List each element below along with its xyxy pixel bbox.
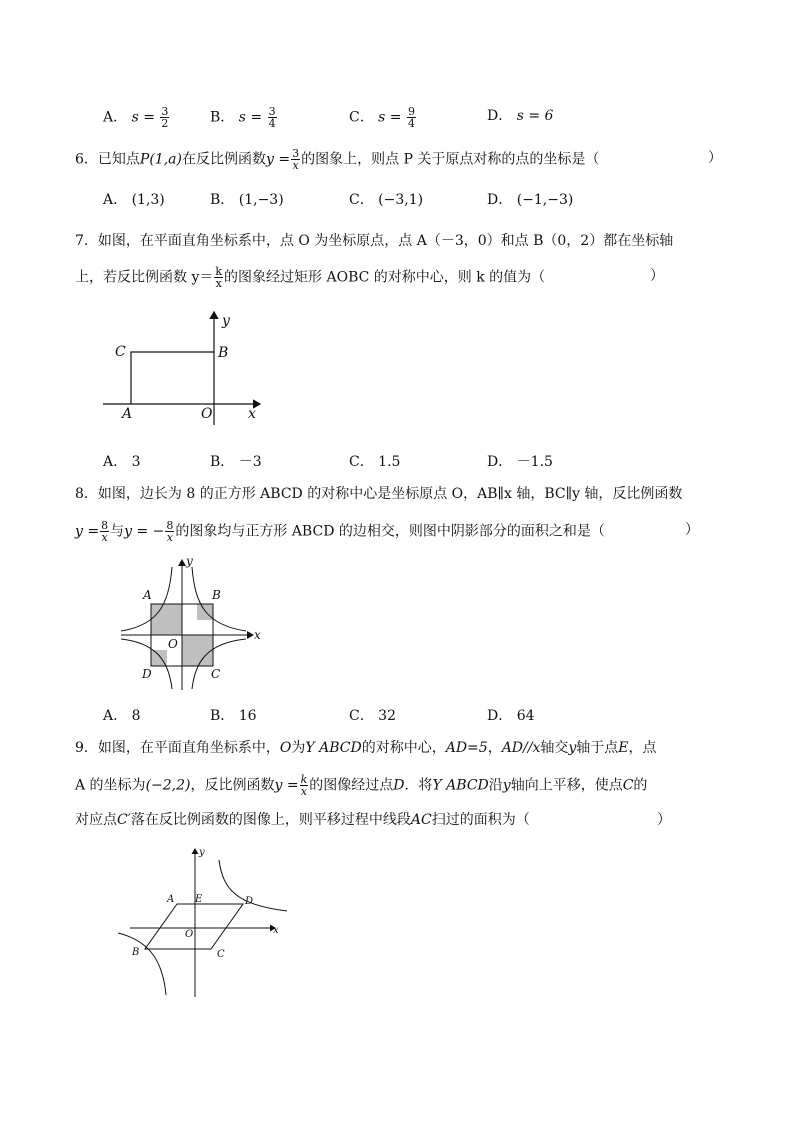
fraction: $\frac{k}{x}$ (300, 773, 308, 798)
label-a: A (122, 406, 133, 422)
q8-close-paren: ） (685, 522, 699, 538)
label-a: A (167, 894, 175, 905)
fraction: $\frac{k}{x}$ (215, 265, 223, 290)
q7-figure (100, 305, 270, 425)
q7-option-d: D． －1.5 (487, 454, 553, 470)
shaded-region (151, 604, 182, 635)
q7-stem-line2: 上，若反比例函数 y＝ $\frac{k}{x}$ 的图象经过矩形 AOBC 的对称中心，则 k 的值为（ (75, 265, 546, 290)
parallelogram-abcd (145, 904, 243, 949)
q7-close-paren: ） (650, 268, 664, 284)
q6-option-d: D． (−1,−3) (487, 192, 574, 208)
label-d: D (142, 667, 152, 681)
q8-option-c: C． 32 (349, 708, 396, 724)
hyperbola-branch (121, 639, 172, 689)
q7-option-c: C． 1.5 (349, 454, 401, 470)
shaded-region (182, 635, 213, 666)
q9-stem-line1: 9．如图，在平面直角坐标系中，O为Y ABCD的对称中心，AD=5，AD//x轴交y轴于点E，点 (75, 740, 657, 756)
q8-option-d: D． 64 (487, 708, 535, 724)
rectangle-aobc (131, 352, 214, 404)
q9-stem-line2: A 的坐标为(−2,2)，反比例函数y = $\frac{k}{x}$ 的图像经过点D．将Y ABCD沿y轴向上平移，使点C的 (75, 773, 648, 798)
label-x: x (254, 628, 261, 642)
label-d: D (245, 896, 254, 907)
q7-stem-line1: 7．如图，在平面直角坐标系中，点 O 为坐标原点，点 A（－3，0）和点 B（0，2）都在坐标轴 (75, 233, 674, 249)
label-c: C (217, 949, 225, 960)
label-b: B (212, 588, 221, 602)
q5-option-a: A． s = $\frac{3}{2}$ (103, 105, 169, 130)
q8-figure (118, 555, 268, 693)
fraction: $\frac{9}{4}$ (408, 105, 415, 130)
q9-figure (115, 845, 295, 1000)
fraction: $\frac{8}{x}$ (166, 519, 174, 544)
q8-option-a: A． 8 (103, 708, 141, 724)
q7-option-a: A． 3 (103, 454, 141, 470)
hyperbola-branch (118, 933, 166, 995)
label-b: B (132, 947, 140, 958)
fraction: $\frac{3}{4}$ (268, 105, 276, 130)
q8-stem-line1: 8．如图，边长为 8 的正方形 ABCD 的对称中心是坐标原点 O，AB∥x 轴，BC∥y 轴，反比例函数 (75, 486, 683, 502)
q6-stem: 6．已知点P(1,a)在反比例函数y = $\frac{3}{x}$ 的图象上，则点 P 关于原点对称的点的坐标是（ (75, 147, 600, 172)
q6-option-c: C． (−3,1) (349, 192, 424, 208)
q8-option-b: B． 16 (210, 708, 257, 724)
label-c: C (115, 344, 126, 360)
q9-close-paren: ） (657, 812, 671, 828)
label-x: x (248, 406, 256, 422)
q6-option-b: B． (1,−3) (210, 192, 284, 208)
q5-option-b: B． s = $\frac{3}{4}$ (210, 105, 276, 130)
q6-option-a: A． (1,3) (103, 192, 165, 208)
fraction: $\frac{3}{2}$ (161, 105, 169, 130)
label-c: C (211, 667, 221, 681)
q5-option-d: D． s = 6 (487, 108, 554, 124)
label-o: O (201, 406, 213, 422)
label-o: O (168, 637, 178, 651)
fraction: $\frac{8}{x}$ (101, 519, 109, 544)
q7-option-b: B． －3 (210, 454, 262, 470)
label-e: E (195, 894, 203, 905)
q5-option-c: C． s = $\frac{9}{4}$ (349, 105, 415, 130)
q6-close-paren: ） (708, 150, 722, 166)
shaded-region (197, 604, 213, 620)
label-o: O (185, 929, 194, 940)
label-y: y (186, 554, 193, 568)
q8-stem-line2: y = $\frac{8}{x}$ 与y = − $\frac{8}{x}$ 的图象均与正方形 ABCD 的边相交，则图中阴影部分的面积之和是（ (75, 519, 605, 544)
label-x: x (273, 925, 279, 936)
label-y: y (222, 313, 230, 329)
label-y: y (199, 847, 205, 858)
label-b: B (218, 345, 229, 361)
q9-stem-line3: 对应点C′落在反比例函数的图像上，则平移过程中线段AC扫过的面积为（ (75, 812, 530, 828)
label-a: A (143, 588, 152, 602)
fraction: $\frac{3}{x}$ (292, 147, 300, 172)
